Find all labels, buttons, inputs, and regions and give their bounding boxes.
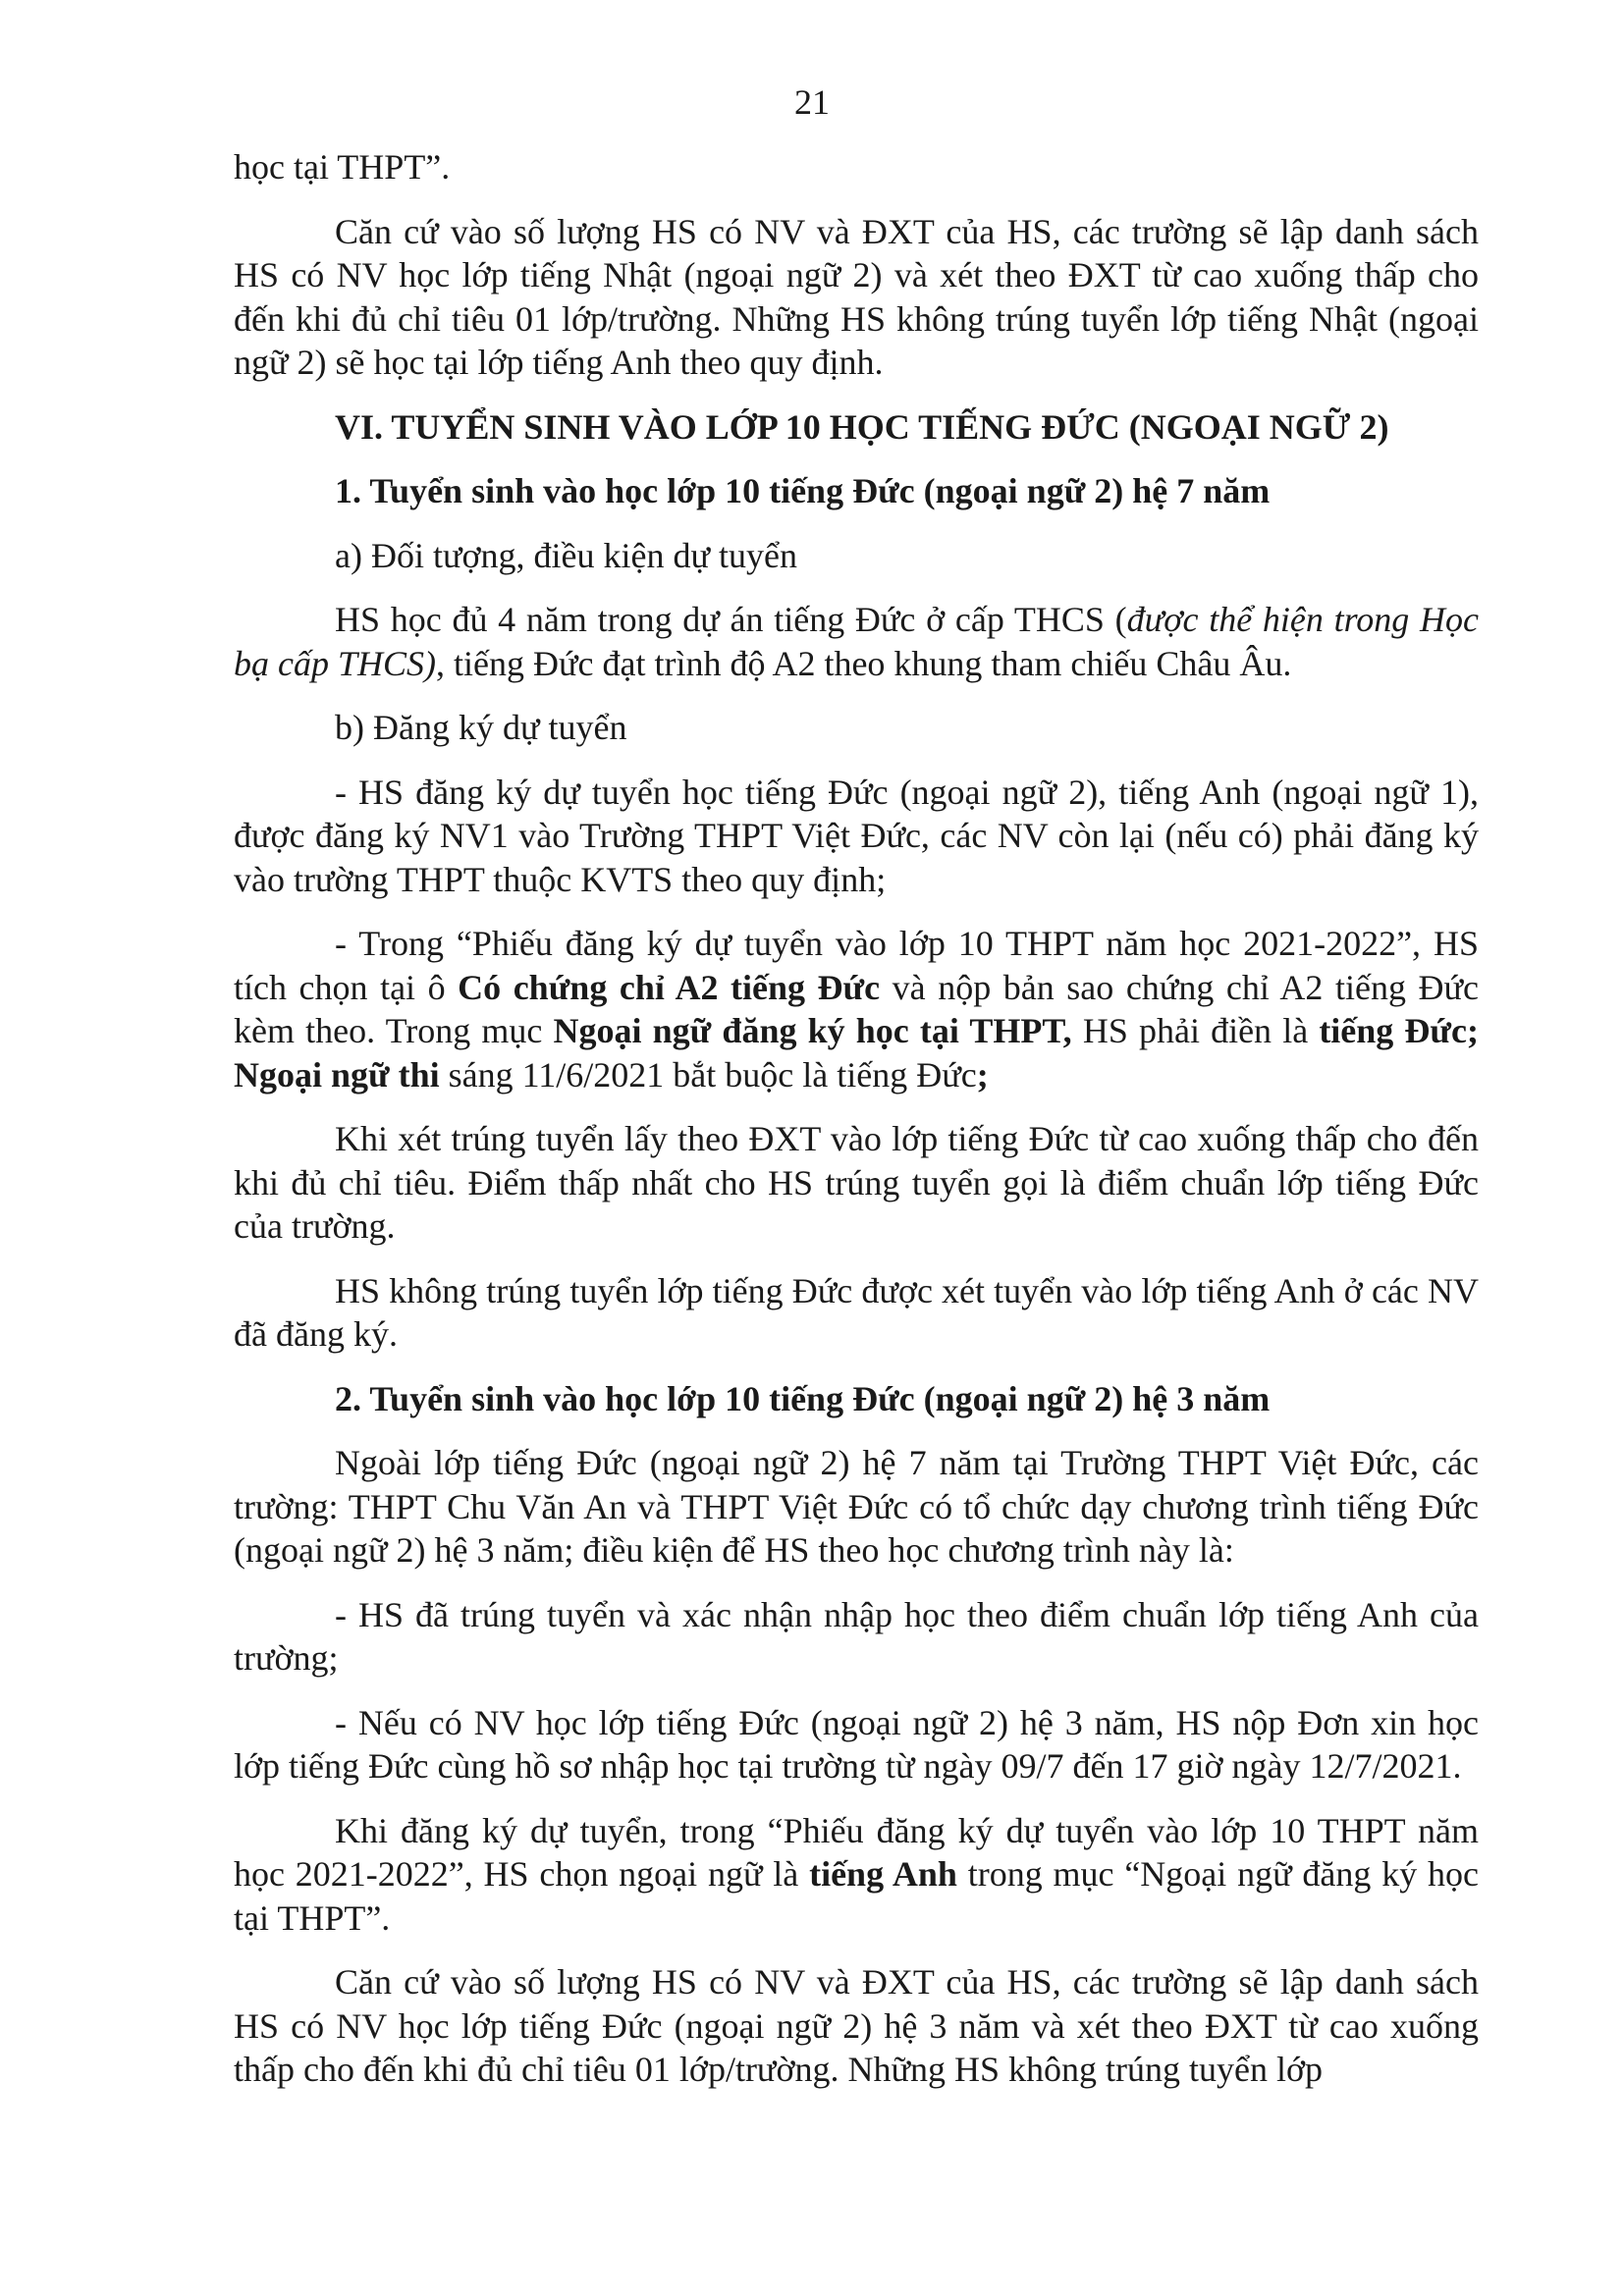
- item-a-body: [234, 598, 1479, 685]
- paragraph-3-year-bullet-2: - Nếu có NV học lớp tiếng Đức (ngoại ngữ 2) hệ 3 năm, HS nộp Đơn xin học lớp tiếng Đức cùng hồ sơ nhập học tại trường từ ngày 09/7 đến 17 giờ ngày 12/7/2021.: [234, 1702, 1479, 1786]
- bold-run: tiếng Anh: [809, 1854, 957, 1894]
- paragraph-3-year-selection: Căn cứ vào số lượng HS có NV và ĐXT của HS, các trường sẽ lập danh sách HS có NV học lớp tiếng Đức (ngoại ngữ 2) hệ 3 năm và xét theo ĐXT từ cao xuống thấp cho đến khi đủ chỉ tiêu 01 lớp/trường. Những HS không trúng tuyển lớp: [234, 1962, 1479, 2089]
- section-heading-vi: VI. TUYỂN SINH VÀO LỚP 10 HỌC TIẾNG ĐỨC (NGOẠI NGỮ 2): [335, 406, 1389, 447]
- text-run: sáng 11/6/2021 bắt buộc là tiếng Đức: [439, 1054, 977, 1095]
- text-run: HS phải điền là: [1071, 1011, 1320, 1050]
- item-b-bullet-1: - HS đăng ký dự tuyển học tiếng Đức (ngoại ngữ 2), tiếng Anh (ngoại ngữ 1), được đăng ký NV1 vào Trường THPT Việt Đức, các NV còn lại (nếu có) phải đăng ký vào trường THPT thuộc KVTS theo quy định;: [234, 772, 1479, 899]
- paragraph-3-year-registration: [234, 1809, 1479, 1941]
- bold-run: Có chứng chỉ A2 tiếng Đức: [458, 967, 881, 1007]
- text-run: trong mục “Ngoại ngữ đăng ký học tại THPT”.: [234, 1854, 1479, 1938]
- italic-run: được thể hiện trong Học bạ cấp THCS): [234, 600, 1479, 683]
- item-b-title: b) Đăng ký dự tuyển: [335, 708, 627, 747]
- item-b-paragraph-4: HS không trúng tuyển lớp tiếng Đức được xét tuyển vào lớp tiếng Anh ở các NV đã đăng ký.: [234, 1270, 1479, 1354]
- page-number: 21: [794, 82, 830, 122]
- text-run: và nộp bản sao chứng chỉ A2 tiếng Đức kèm theo. Trong mục: [234, 967, 1479, 1050]
- bold-run: Ngoại ngữ đăng ký học tại THPT,: [553, 1011, 1072, 1050]
- subsection-heading-1: 1. Tuyển sinh vào học lớp 10 tiếng Đức (ngoại ngữ 2) hệ 7 năm: [335, 471, 1271, 510]
- text-run: , tiếng Đức đạt trình độ A2 theo khung tham chiếu Châu Âu.: [436, 643, 1292, 683]
- document-body: [234, 145, 1479, 2112]
- paragraph-continuation: học tại THPT”.: [234, 147, 451, 187]
- bold-run: tiếng Đức; Ngoại ngữ thi: [234, 1011, 1480, 1095]
- item-b-paragraph-3: Khi xét trúng tuyển lấy theo ĐXT vào lớp tiếng Đức từ cao xuống thấp cho đến khi đủ chỉ tiêu. Điểm thấp nhất cho HS trúng tuyển gọi là điểm chuẩn lớp tiếng Đức của trường.: [234, 1119, 1479, 1246]
- bold-run: ;: [976, 1054, 989, 1095]
- text-run: - Trong “Phiếu đăng ký dự tuyển vào lớp 10 THPT năm học 2021-2022”, HS tích chọn tại ô: [234, 924, 1479, 1007]
- paragraph-3-year-intro: Ngoài lớp tiếng Đức (ngoại ngữ 2) hệ 7 năm tại Trường THPT Việt Đức, các trường: THPT Chu Văn An và THPT Việt Đức có tổ chức dạy chương trình tiếng Đức (ngoại ngữ 2) hệ 3 năm; điều kiện để HS theo học chương trình này là:: [234, 1443, 1479, 1570]
- paragraph-japanese-selection: Căn cứ vào số lượng HS có NV và ĐXT của HS, các trường sẽ lập danh sách HS có NV học lớp tiếng Nhật (ngoại ngữ 2) và xét theo ĐXT từ cao xuống thấp cho đến khi đủ chỉ tiêu 01 lớp/trường. Những HS không trúng tuyển lớp tiếng Nhật (ngoại ngữ 2) sẽ học tại lớp tiếng Anh theo quy định.: [234, 211, 1479, 382]
- text-run: Khi đăng ký dự tuyển, trong “Phiếu đăng ký dự tuyển vào lớp 10 THPT năm học 2021-2022”, HS chọn ngoại ngữ là: [234, 1810, 1479, 1894]
- item-a-title: a) Đối tượng, điều kiện dự tuyển: [335, 535, 797, 575]
- item-b-bullet-2: [234, 922, 1479, 1096]
- subsection-heading-2: 2. Tuyển sinh vào học lớp 10 tiếng Đức (ngoại ngữ 2) hệ 3 năm: [335, 1378, 1271, 1418]
- paragraph-3-year-bullet-1: - HS đã trúng tuyển và xác nhận nhập học theo điểm chuẩn lớp tiếng Anh của trường;: [234, 1594, 1479, 1678]
- text-run: HS học đủ 4 năm trong dự án tiếng Đức ở cấp THCS (: [335, 600, 1127, 639]
